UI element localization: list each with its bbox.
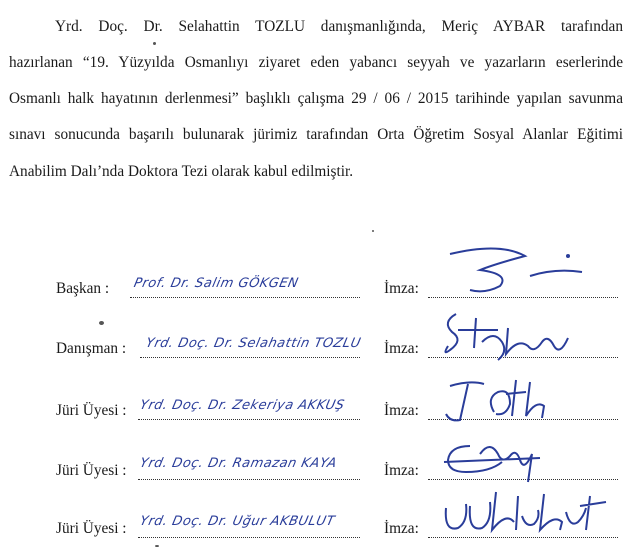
signature-label: İmza: <box>384 280 419 297</box>
signature-image-jury-2 <box>440 432 550 486</box>
committee-row-jury-2 <box>0 450 641 490</box>
paragraph-line: Anabilim Dalı’nda Doktora Tezi olarak kabul edilmiştir. <box>9 163 354 180</box>
role-label: Jüri Üyesi : <box>56 462 127 479</box>
handwritten-name: Prof. Dr. Salim GÖKGEN <box>132 276 300 291</box>
handwritten-name: Yrd. Doç. Dr. Uğur AKBULUT <box>138 514 337 529</box>
scan-speck <box>99 321 104 325</box>
committee-row-advisor <box>0 328 641 368</box>
signature-dotted-line <box>428 297 618 298</box>
signature-label: İmza: <box>384 402 419 419</box>
committee-row-jury-3 <box>0 508 641 548</box>
paragraph-line: Yrd. Doç. Dr. Selahattin TOZLU danışmanlığında, Meriç AYBAR tarafından <box>55 18 623 35</box>
signature-image-advisor <box>438 308 588 366</box>
handwritten-name: Yrd. Doç. Dr. Selahattin TOZLU <box>144 336 363 351</box>
name-dotted-line <box>140 357 360 358</box>
signature-image-jury-1 <box>440 376 560 426</box>
committee-row-chair <box>0 268 641 308</box>
signature-label: İmza: <box>384 340 419 357</box>
role-label: Jüri Üyesi : <box>56 402 127 419</box>
signature-image-chair <box>440 246 590 296</box>
committee-row-jury-1 <box>0 390 641 430</box>
paragraph-line: sınavı sonucunda başarılı bulunarak jürimiz tarafından Orta Öğretim Sosyal Alanlar Eğitimi <box>9 126 623 143</box>
scan-speck <box>153 42 156 45</box>
handwritten-name: Yrd. Doç. Dr. Zekeriya AKKUŞ <box>138 398 346 413</box>
scan-speck <box>155 545 159 547</box>
name-dotted-line <box>138 537 360 538</box>
role-label: Danışman : <box>56 340 127 357</box>
name-dotted-line <box>138 479 360 480</box>
name-dotted-line <box>130 297 360 298</box>
signature-image-jury-3 <box>436 488 616 540</box>
paragraph-line: Osmanlı halk hayatının derlenmesi” başlıklı çalışma 29 / 06 / 2015 tarihinde yapılan savunma <box>9 90 623 107</box>
role-label: Jüri Üyesi : <box>56 520 127 537</box>
paragraph-line: hazırlanan “19. Yüzyılda Osmanlıyı ziyaret eden yabancı seyyah ve yazarların eserlerinde <box>9 54 623 71</box>
signature-label: İmza: <box>384 462 419 479</box>
role-label: Başkan : <box>56 280 110 297</box>
name-dotted-line <box>138 419 360 420</box>
scan-speck <box>372 230 374 232</box>
signature-label: İmza: <box>384 520 419 537</box>
handwritten-name: Yrd. Doç. Dr. Ramazan KAYA <box>138 456 339 471</box>
